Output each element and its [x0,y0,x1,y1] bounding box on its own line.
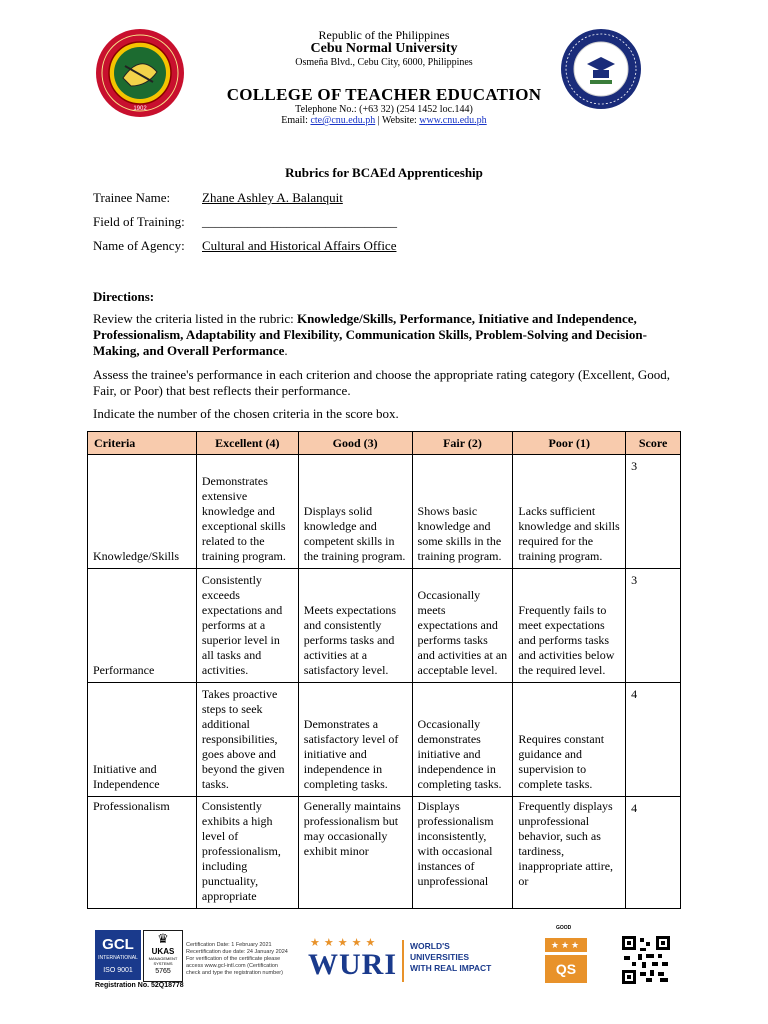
header-score: Score [626,432,681,455]
gcl-text: GCL [102,936,134,953]
ukas-sub: MANAGEMENT SYSTEMS [148,956,178,966]
college-name: COLLEGE OF TEACHER EDUCATION [226,85,542,104]
wuri-stars-icon: ★★★★★ [310,937,380,949]
gcl-sub: INTERNATIONAL [98,955,138,961]
poor-cell: Frequently fails to meet expectations and performs tasks and activities below the required level. [513,569,626,683]
header-good: Good (3) [298,432,412,455]
footer-bar [0,918,768,1024]
agency-label: Name of Agency: [93,238,185,253]
good-cell: Generally maintains professionalism but may occasionally exhibit minor [298,797,412,909]
registration-number: Registration No. 52Q18778 [95,982,184,989]
rubric-table [87,431,681,909]
fair-cell: Occasionally meets expectations and performs tasks and activities at an acceptable level. [412,569,513,683]
table-header-row [88,432,681,455]
directions-paragraph-2: Assess the trainee's performance in each criterion and choose the appropriate rating category (Excellent, Good, Fair, or Poor) that best reflects their performance. [93,367,670,398]
score-cell[interactable]: 4 [626,797,681,909]
poor-cell: Frequently displays unprofessional behavior, such as tardiness, inappropriate attire, or [513,797,626,909]
cert-line: access www.gcl-intl.com (Certification [186,963,278,969]
qr-code-icon [622,936,670,984]
field-of-training-value: ______________________________ [202,214,397,229]
directions-p1-end: . [284,343,288,358]
ukas-crown-icon: ♛ [157,931,169,946]
criteria-cell: Initiative and Independence [88,683,197,797]
field-of-training-label: Field of Training: [93,214,185,229]
cert-line: check and type the registration number) [186,970,283,976]
excellent-cell: Takes proactive steps to seek additional responsibilities, goes above and beyond the given tasks. [196,683,298,797]
email-label: Email: [281,115,311,126]
agency-value: Cultural and Historical Affairs Office [202,238,397,253]
email-link[interactable]: cte@cnu.edu.ph [310,115,376,126]
telephone-line: Telephone No.: (+63 32) (254 1452 loc.144) [295,104,473,115]
wuri-divider [402,940,404,982]
table-row [88,683,681,797]
website-label: | Website: [375,115,420,126]
iso-text: ISO 9001 [103,967,133,974]
directions-paragraph-1 [93,311,673,359]
fair-cell: Occasionally demonstrates initiative and independence in completing tasks. [412,683,513,797]
trainee-name-label: Trainee Name: [93,190,171,205]
university-name: Cebu Normal University [310,41,458,56]
poor-cell: Lacks sufficient knowledge and skills required for the training program. [513,455,626,569]
directions-p1-criteria: Knowledge/Skills, Performance, Initiative and Independence, Professionalism, Adaptability and Flexibility, Communication Skills, Problem-Solving and Decision-Making, and Overall Performance [93,311,647,358]
wuri-logo: WURI [308,948,398,981]
fair-cell: Displays professionalism inconsistently, with occasional instances of unprofessional [412,797,513,909]
website-link[interactable]: www.cnu.edu.ph [419,115,487,126]
excellent-cell: Demonstrates extensive knowledge and exceptional skills related to the training program. [196,455,298,569]
qs-text: QS [555,961,577,977]
cert-line: Recertification due date: 24 January 2024 [186,949,288,955]
wuri-tag-line: WITH REAL IMPACT [410,963,492,973]
excellent-cell: Consistently exceeds expectations and performs at a superior level in all tasks and activities. [196,569,298,683]
wuri-tag-line: UNIVERSITIES [410,952,470,962]
university-address: Osmeña Blvd., Cebu City, 6000, Philippines [295,57,473,68]
table-row [88,455,681,569]
wuri-tagline [410,941,491,974]
trainee-name-value: Zhane Ashley A. Balanquit [202,190,343,205]
score-cell[interactable]: 4 [626,683,681,797]
republic-line: Republic of the Philippines [318,28,450,42]
criteria-cell: Performance [88,569,197,683]
qs-good-label: GOOD [556,925,572,931]
right-seal [560,28,642,110]
fair-cell: Shows basic knowledge and some skills in the training program. [412,455,513,569]
table-row [88,797,681,909]
header-fair: Fair (2) [412,432,513,455]
good-cell: Demonstrates a satisfactory level of initiative and independence in completing tasks. [298,683,412,797]
contact-line [0,115,768,126]
qs-stars-icon: ★★★ [545,938,587,952]
header-criteria: Criteria [88,432,197,455]
document-title: Rubrics for BCAEd Apprenticeship [285,165,483,180]
certification-info [186,942,296,977]
wuri-tag-line: WORLD'S [410,941,450,951]
header-poor: Poor (1) [513,432,626,455]
directions-heading: Directions: [93,289,155,304]
good-cell: Meets expectations and consistently performs tasks and activities at a satisfactory level. [298,569,412,683]
qs-badge [545,955,587,983]
header-excellent: Excellent (4) [196,432,298,455]
cert-line: For verification of the certificate please [186,956,281,962]
directions-p1-intro: Review the criteria listed in the rubric: [93,311,297,326]
seal-year: 1902 [133,106,147,112]
criteria-cell: Professionalism [88,797,197,909]
good-cell: Displays solid knowledge and competent skills in the training program. [298,455,412,569]
directions-paragraph-3: Indicate the number of the chosen criteria in the score box. [93,406,399,421]
gcl-badge [95,930,141,980]
cte-seal-icon [560,28,642,110]
poor-cell: Requires constant guidance and supervision to complete tasks. [513,683,626,797]
ukas-text: UKAS [151,947,175,956]
excellent-cell: Consistently exhibits a high level of professionalism, including punctuality, appropriate [196,797,298,909]
cert-line: Certification Date: 1 February 2021 [186,942,272,948]
score-cell[interactable]: 3 [626,569,681,683]
ukas-badge [143,930,183,982]
criteria-cell: Knowledge/Skills [88,455,197,569]
ukas-number: 5765 [155,968,171,975]
table-row [88,569,681,683]
score-cell[interactable]: 3 [626,455,681,569]
